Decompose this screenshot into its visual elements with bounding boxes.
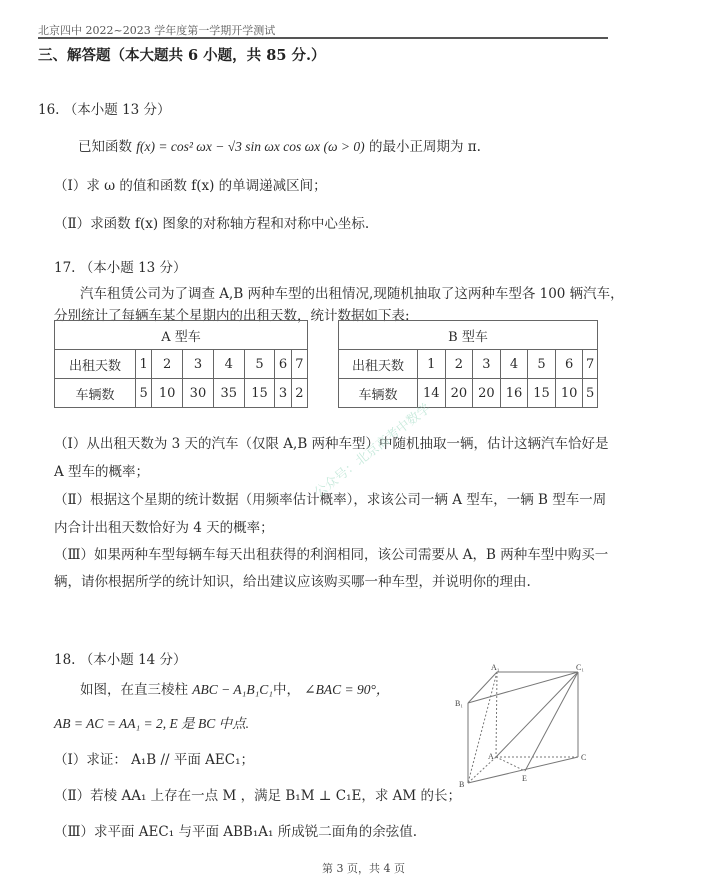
q16-part1: [54, 174, 327, 194]
q17-stem-line1: 汽车租赁公司为了调查 A,B 两种车型的出租情况,现随机抽取了这两种车型各 100 辆汽车，: [80, 286, 624, 302]
table-cell: 1: [136, 350, 152, 379]
label-e: E: [522, 774, 527, 783]
table-a-days-row: [55, 350, 308, 379]
table-b-counts-row: [339, 379, 598, 408]
table-cell: 10: [152, 379, 183, 408]
label-b: B: [459, 780, 465, 789]
table-cell: 10: [555, 379, 583, 408]
q17-part3-line1: （Ⅲ）如果两种车型每辆车每天出租获得的利润相同，该公司需要从 A，B 两种车型中购买一: [54, 547, 609, 563]
table-a-row2-label: 车辆数: [55, 379, 136, 408]
table-b-row2-label: 车辆数: [339, 379, 418, 408]
q16-part1-label: （Ⅰ）: [54, 178, 87, 194]
table-cell: 16: [500, 379, 528, 408]
table-cell: 1: [418, 350, 446, 379]
q18-heading: [54, 648, 187, 668]
table-cell: 7: [291, 350, 307, 379]
q18-stem-line2: AB = AC = AA₁ = 2, E 是 BC 中点.: [54, 716, 250, 731]
q18-score: （本小题 14 分）: [79, 652, 187, 668]
table-cell: 14: [418, 379, 446, 408]
q16-stem: [78, 135, 481, 155]
table-cell: 5: [583, 379, 598, 408]
q18-stem-prism: ABC − A₁B₁C₁: [192, 682, 273, 697]
table-cell: 4: [500, 350, 528, 379]
page-header: 北京四中 2022~2023 学年度第一学期开学测试: [38, 24, 276, 37]
table-a-row1-label: 出租天数: [55, 350, 136, 379]
segment-a-c1: [496, 672, 578, 757]
table-cell: 20: [473, 379, 501, 408]
table-a-counts-row: [55, 379, 308, 408]
q18-stem-mid: 中，: [273, 682, 300, 698]
q18-stem-prefix: 如图，在直三棱柱: [80, 682, 188, 698]
section-title: 三、解答题（本大题共 6 小题，共 85 分.）: [38, 47, 326, 64]
table-cell: 2: [445, 350, 473, 379]
q18-stem-line1: [80, 678, 389, 698]
label-c: C: [581, 753, 587, 762]
q16-number: 16.: [38, 102, 60, 118]
table-cell: 15: [244, 379, 275, 408]
table-cell: 5: [528, 350, 556, 379]
table-cell: 3: [183, 350, 214, 379]
table-cell: 3: [275, 379, 291, 408]
table-cell: 5: [244, 350, 275, 379]
page-footer: 第 3 页，共 4 页: [322, 862, 405, 875]
q16-part2-text: 求函数 f(x) 图象的对称轴方程和对称中心坐标.: [90, 216, 370, 232]
q16-part2-label: （Ⅱ）: [54, 216, 91, 232]
table-b-days-row: [339, 350, 598, 379]
q17-number: 17.: [54, 260, 76, 276]
q16-stem-prefix: 已知函数: [78, 139, 132, 155]
table-b-row1-label: 出租天数: [339, 350, 418, 379]
table-b-title: B 型车: [339, 321, 598, 350]
table-a-title: A 型车: [55, 321, 308, 350]
header-divider: [38, 37, 608, 39]
table-cell: 6: [555, 350, 583, 379]
q17-heading: [54, 256, 187, 276]
label-a: A: [488, 752, 494, 761]
table-cell: 2: [291, 379, 307, 408]
q17-part1-line1: （Ⅰ）从出租天数为 3 天的汽车（仅限 A,B 两种车型）中随机抽取一辆，估计这辆汽车恰好是: [54, 436, 609, 452]
q18-stem-angle: ∠BAC = 90°，: [304, 682, 390, 697]
segment-a-e: [496, 757, 525, 771]
watermark: 公众号：北京高考中数学: [311, 401, 434, 502]
segment-a1-b: [468, 672, 497, 783]
q17-part2-line1: （Ⅱ）根据这个星期的统计数据（用频率估计概率），求该公司一辆 A 型车，一辆 B 型车一周: [54, 492, 607, 508]
table-a-title-row: [55, 321, 308, 350]
table-cell: 6: [275, 350, 291, 379]
q16-stem-formula: f(x) = cos² ωx − √3 sin ωx cos ωx (ω > 0): [136, 139, 365, 154]
q16-stem-suffix: 的最小正周期为 π.: [368, 139, 481, 155]
segment-e-c1: [525, 672, 578, 771]
table-cell: 7: [583, 350, 598, 379]
edge-a1-a: [496, 672, 497, 757]
q17-part2-line2: 内合计出租天数恰好为 4 天的概率；: [54, 520, 274, 536]
q16-part2: [54, 212, 369, 232]
edge-b1-c1: [468, 672, 578, 703]
prism-figure: [455, 660, 605, 800]
q17-part1-line2: A 型车的概率；: [54, 464, 150, 480]
q16-heading: [38, 98, 171, 118]
label-c1: C₁: [576, 663, 585, 672]
q18-part2: （Ⅱ）若棱 AA₁ 上存在一点 M ，满足 B₁M ⊥ C₁E，求 AM 的长；: [54, 788, 462, 804]
q16-part1-text: 求 ω 的值和函数 f(x) 的单调递减区间；: [86, 178, 327, 194]
table-b-title-row: [339, 321, 598, 350]
q18-part3: （Ⅲ）求平面 AEC₁ 与平面 ABB₁A₁ 所成锐二面角的余弦值.: [54, 824, 417, 840]
table-cell: 3: [473, 350, 501, 379]
table-a-car: [54, 320, 308, 408]
table-cell: 35: [213, 379, 244, 408]
q18-part1: （Ⅰ）求证： A₁B // 平面 AEC₁；: [54, 752, 255, 768]
q17-part3-line2: 辆，请你根据所学的统计知识，给出建议应该购买哪一种车型，并说明你的理由.: [54, 574, 531, 590]
table-cell: 20: [445, 379, 473, 408]
q18-number: 18.: [54, 652, 76, 668]
label-b1: B₁: [455, 699, 464, 708]
table-cell: 15: [528, 379, 556, 408]
q16-score: （本小题 13 分）: [63, 102, 171, 118]
table-cell: 5: [136, 379, 152, 408]
q17-score: （本小题 13 分）: [79, 260, 187, 276]
label-a1: A₁: [491, 663, 500, 672]
table-cell: 2: [152, 350, 183, 379]
table-cell: 4: [213, 350, 244, 379]
table-cell: 30: [183, 379, 214, 408]
q17-stem-line2: 分别统计了每辆车某个星期内的出租天数，统计数据如下表:: [54, 308, 410, 324]
table-b-car: [338, 320, 598, 408]
